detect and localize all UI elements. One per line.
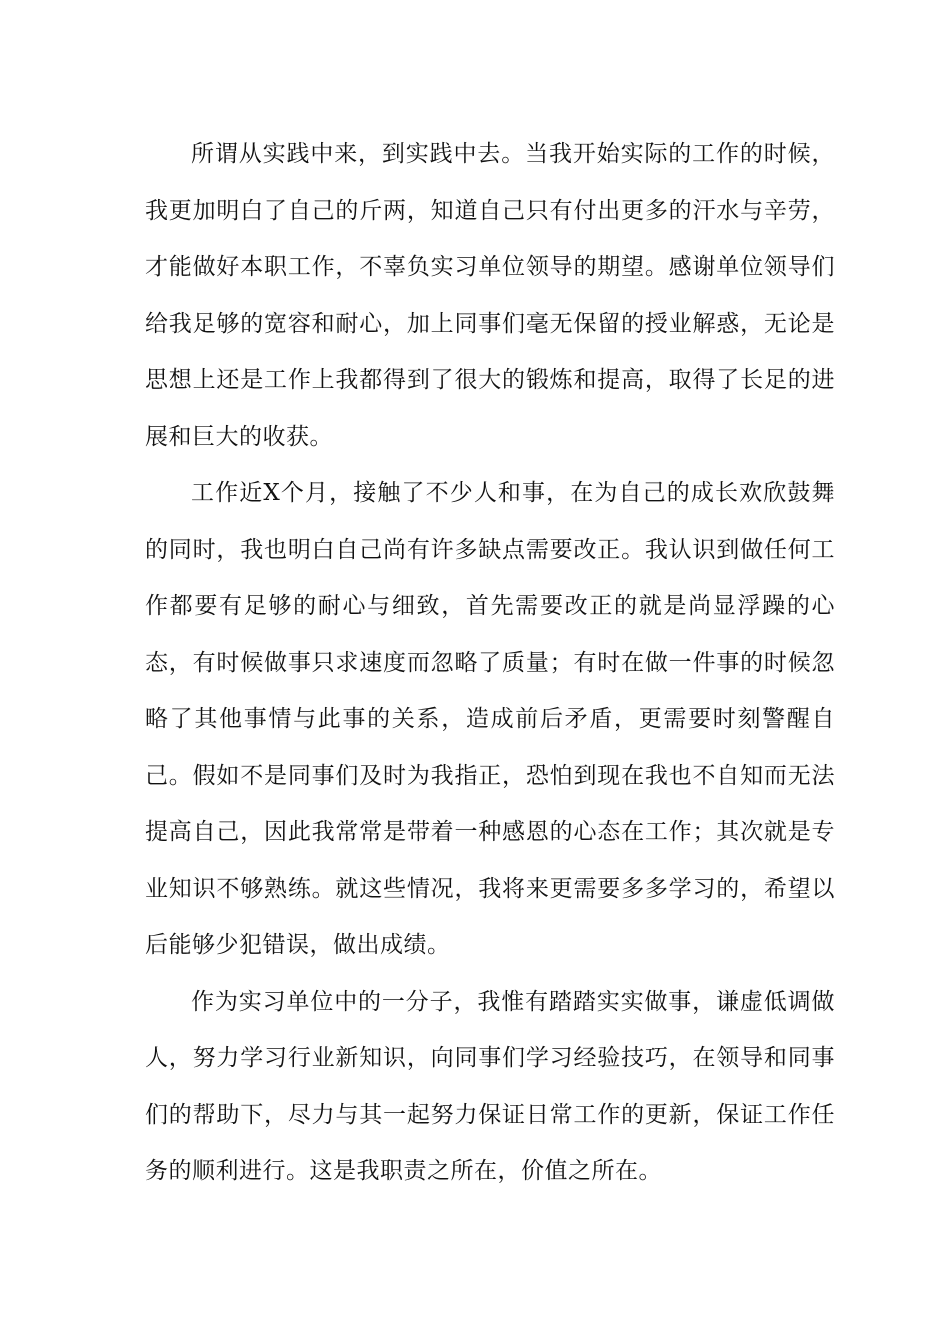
paragraph-3: 作为实习单位中的一分子，我惟有踏踏实实做事，谦虚低调做人，努力学习行业新知识，向同事们学习经验技巧，在领导和同事们的帮助下，尽力与其一起努力保证日常工作的更新，保证工作任务的顺利进行。这是我职责之所在，价值之所在。 <box>145 988 835 1184</box>
paragraph-2: 工作近X个月，接触了不少人和事，在为自己的成长欢欣鼓舞的同时，我也明白自己尚有许多缺点需要改正。我认识到做任何工作都要有足够的耐心与细致，首先需要改正的就是尚显浮躁的心态，有时候做事只求速度而忽略了质量；有时在做一件事的时候忽略了其他事情与此事的关系，造成前后矛盾，更需要时刻警醒自己。假如不是同事们及时为我指正，恐怕到现在我也不自知而无法提高自己，因此我常常是带着一种感恩的心态在工作；其次就是专业知识不够熟练。就这些情况，我将来更需要多多学习的，希望以后能够少犯错误，做出成绩。 <box>145 480 835 958</box>
paragraph-1: 所谓从实践中来，到实践中去。当我开始实际的工作的时候，我更加明白了自己的斤两，知道自己只有付出更多的汗水与辛劳，才能做好本职工作，不辜负实习单位领导的期望。感谢单位领导们给我足够的宽容和耐心，加上同事们毫无保留的授业解惑，无论是思想上还是工作上我都得到了很大的锻炼和提高，取得了长足的进展和巨大的收获。 <box>145 141 835 450</box>
document-body <box>145 126 835 1200</box>
